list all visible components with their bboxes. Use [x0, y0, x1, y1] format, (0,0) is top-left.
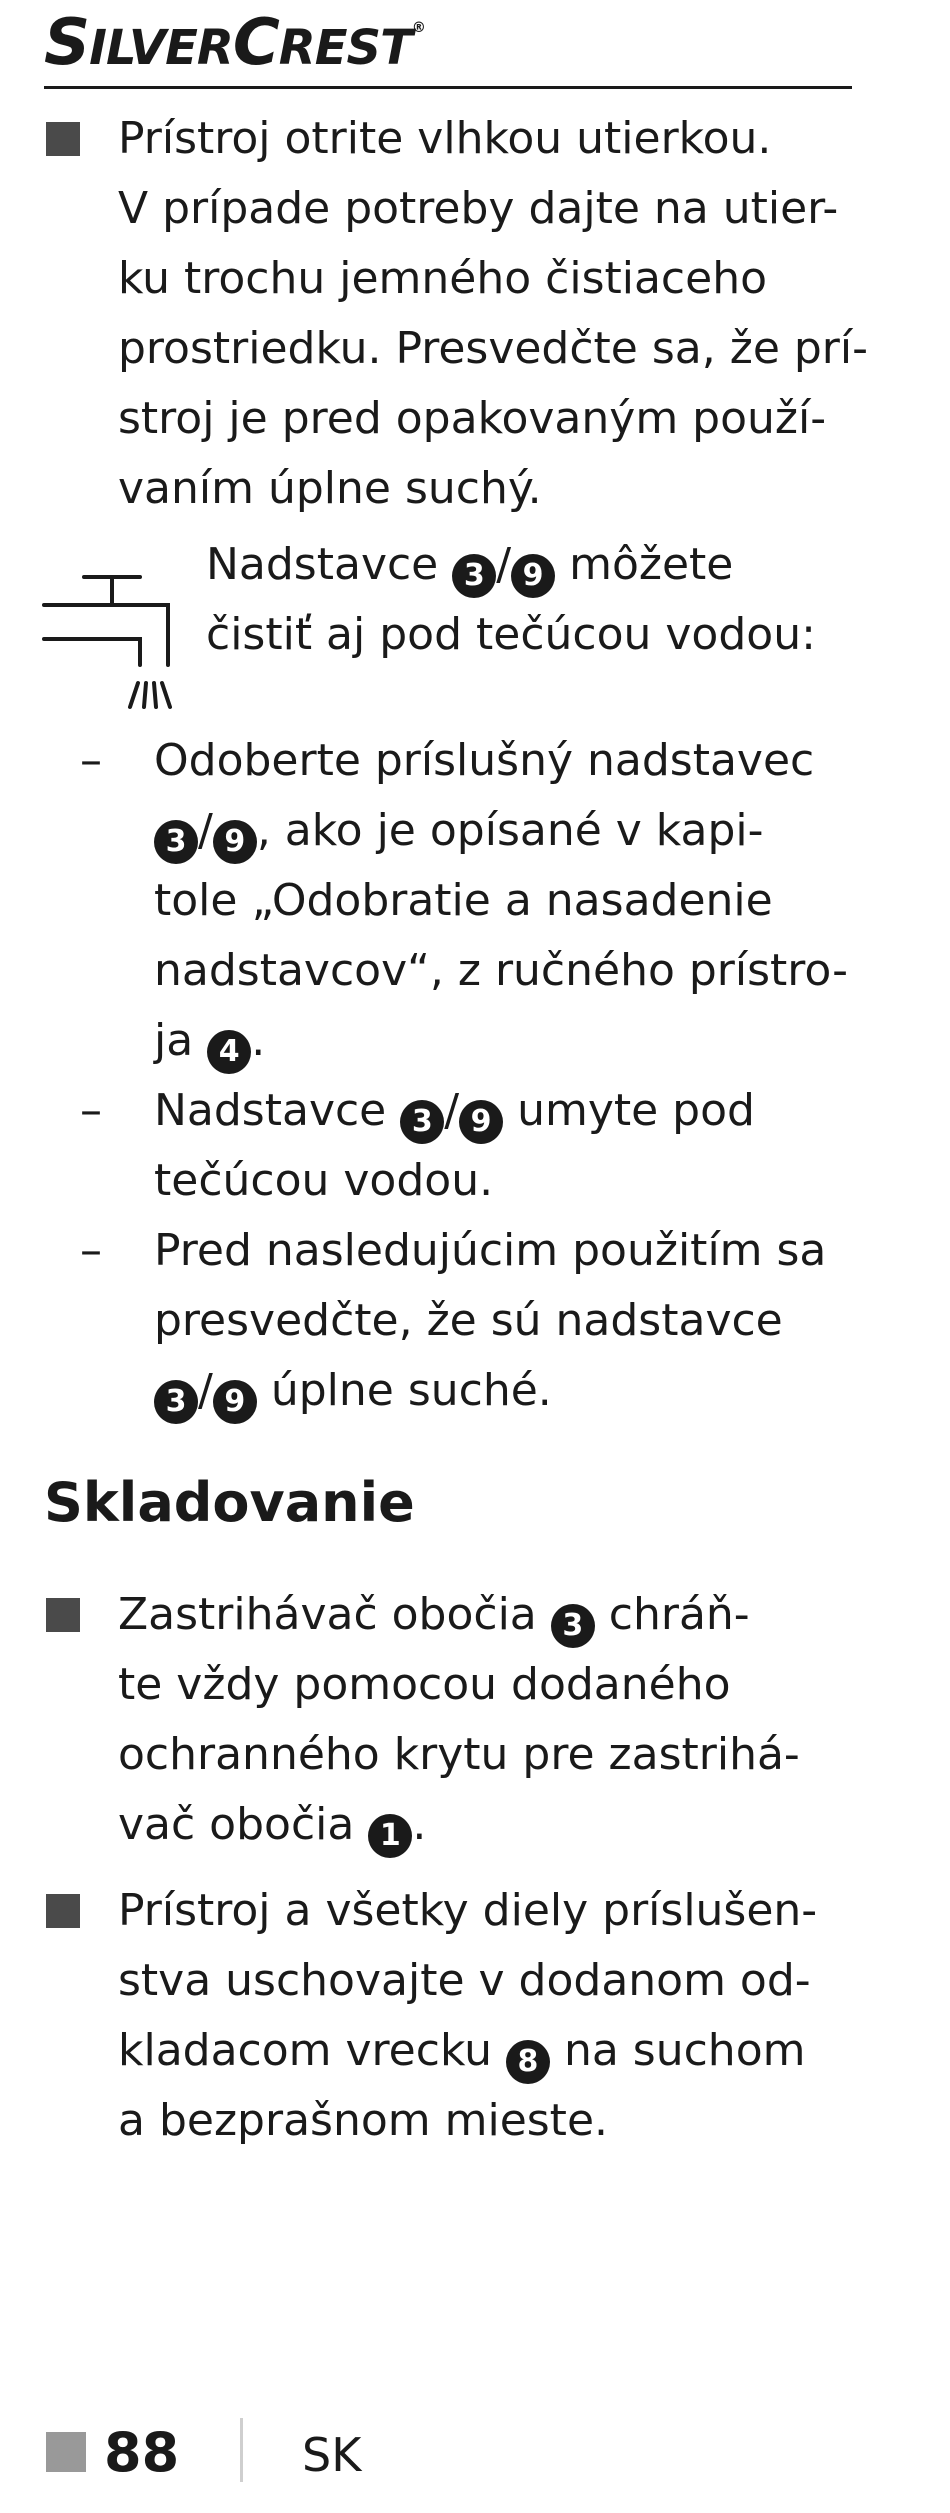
step-1: Odoberte príslušný nadstavec 3 / 9 , ako je opísané v kapi- tole „Odobratie a nasadenie nadstavcov“, z ručného prístro- ja 4 . [154, 726, 848, 1076]
footer-separator [240, 2418, 243, 2482]
brand-logo: SILVERCREST® [44, 6, 425, 80]
part-number-badge: 3 [551, 1604, 595, 1648]
part-number-badge: 4 [207, 1030, 251, 1074]
bullet-square-icon [46, 1598, 80, 1632]
cleaning-paragraph: Prístroj otrite vlhkou utierkou. V prípade potreby dajte na utier- ku trochu jemného čistiaceho prostriedku. Presvedčte sa, že prí- stroj je pred opakovaným použí- vaním úplne suchý. [118, 113, 868, 514]
footer-square-icon [46, 2432, 86, 2472]
part-number-badge: 1 [368, 1814, 412, 1858]
step-2: Nadstavce 3 / 9 umyte pod tečúcou vodou. [154, 1085, 755, 1206]
part-number-badge: 9 [459, 1100, 503, 1144]
part-number-badge: 3 [154, 1380, 198, 1424]
bullet-square-icon [46, 122, 80, 156]
tap-note-paragraph: Nadstavce 3 / 9 môžete čistiť aj pod tečúcou vodou: [206, 539, 816, 660]
storage-item-1: Zastrihávač obočia 3 chráň- te vždy pomocou dodaného ochranného krytu pre zastrihá- vač obočia 1 . [118, 1580, 800, 1860]
dash-bullet: – [80, 1085, 102, 1136]
part-number-badge: 3 [400, 1100, 444, 1144]
bullet-square-icon [46, 1894, 80, 1928]
section-heading-storage: Skladovanie [44, 1471, 415, 1534]
page-number: 88 [104, 2421, 180, 2484]
part-number-badge: 3 [452, 554, 496, 598]
part-number-badge: 9 [213, 1380, 257, 1424]
part-number-badge: 9 [213, 820, 257, 864]
header-rule [44, 86, 852, 89]
water-tap-icon [40, 565, 180, 715]
part-number-badge: 3 [154, 820, 198, 864]
language-code: SK [302, 2428, 362, 2482]
step-3: Pred nasledujúcim použitím sa presvedčte, že sú nadstavce 3 / 9 úplne suché. [154, 1216, 826, 1426]
dash-bullet: – [80, 735, 102, 786]
part-number-badge: 8 [506, 2040, 550, 2084]
part-number-badge: 9 [511, 554, 555, 598]
storage-item-2: Prístroj a všetky diely príslušen- stva uschovajte v dodanom od- kladacom vrecku 8 na suchom a bezprašnom mieste. [118, 1885, 818, 2146]
dash-bullet: – [80, 1225, 102, 1276]
